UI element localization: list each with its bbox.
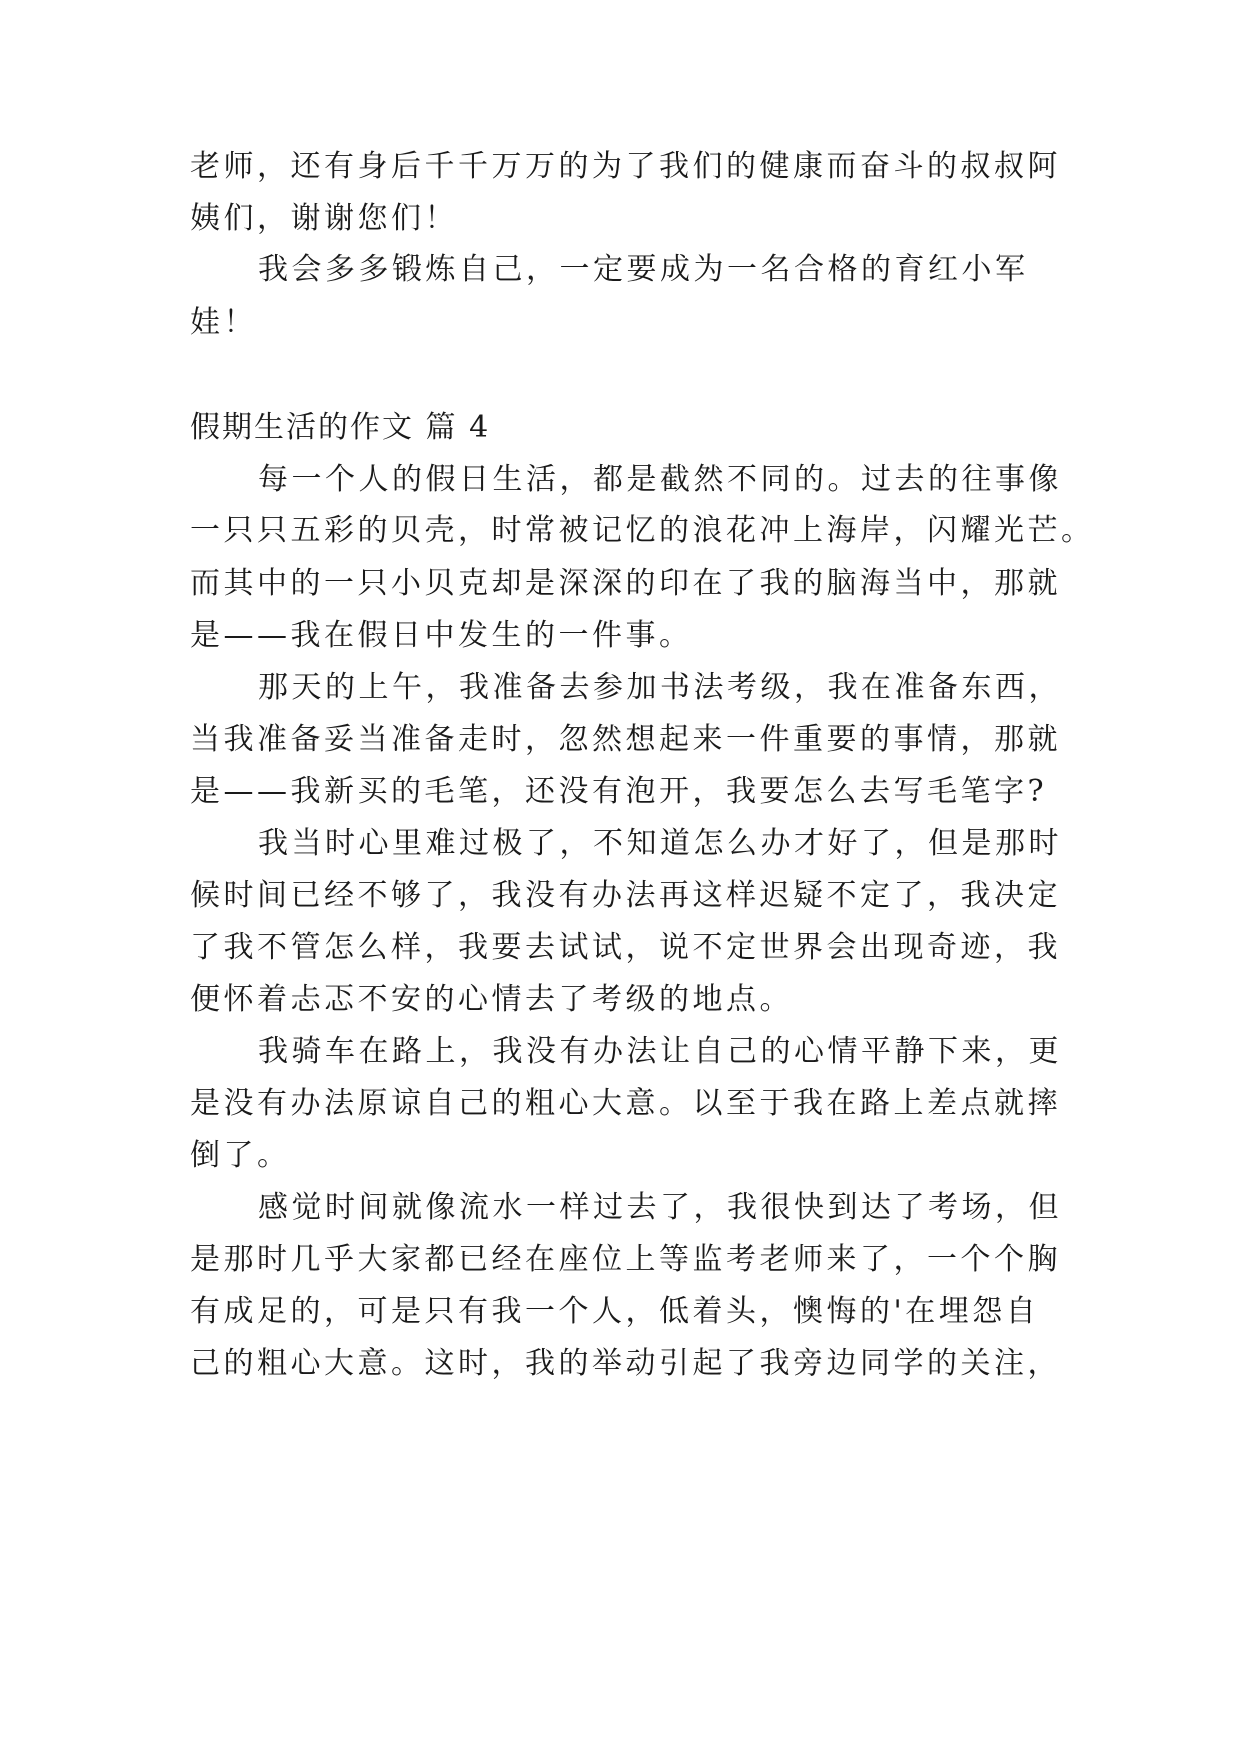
- text-line: 候时间已经不够了，我没有办法再这样迟疑不定了，我决定: [190, 878, 1061, 913]
- text-line: 是那时几乎大家都已经在座位上等监考老师来了，一个个胸: [190, 1242, 1061, 1277]
- text-line: 而其中的一只小贝克却是深深的印在了我的脑海当中，那就: [190, 566, 1061, 601]
- text-line: 倒了。: [190, 1138, 291, 1173]
- text-line: 有成足的，可是只有我一个人，低着头，懊悔的'在埋怨自: [190, 1294, 1040, 1329]
- paragraph-first-line: 我当时心里难过极了，不知道怎么办才好了，但是那时: [258, 826, 1062, 861]
- text-line: 己的粗心大意。这时，我的举动引起了我旁边同学的关注，: [190, 1346, 1061, 1381]
- text-line: 了我不管怎么样，我要去试试，说不定世界会出现奇迹，我: [190, 930, 1061, 965]
- text-line: 老师，还有身后千千万万的为了我们的健康而奋斗的叔叔阿: [190, 149, 1061, 184]
- text-line: 当我准备妥当准备走时，忽然想起来一件重要的事情，那就: [190, 722, 1061, 757]
- paragraph-first-line: 那天的上午，我准备去参加书法考级，我在准备东西，: [258, 670, 1062, 705]
- paragraph-first-line: 我会多多锻炼自己，一定要成为一名合格的育红小军: [258, 252, 1029, 287]
- text-line: 是——我新买的毛笔，还没有泡开，我要怎么去写毛笔字?: [190, 774, 1048, 809]
- text-line: 娃！: [190, 305, 257, 340]
- paragraph-first-line: 每一个人的假日生活，都是截然不同的。过去的往事像: [258, 462, 1062, 497]
- text-line: 姨们，谢谢您们！: [190, 201, 458, 236]
- paragraph-first-line: 我骑车在路上，我没有办法让自己的心情平静下来，更: [258, 1034, 1062, 1069]
- text-line: 是——我在假日中发生的一件事。: [190, 618, 693, 653]
- text-line: 便怀着忐忑不安的心情去了考级的地点。: [190, 982, 793, 1017]
- text-line: 是没有办法原谅自己的粗心大意。以至于我在路上差点就摔: [190, 1086, 1061, 1121]
- section-heading: 假期生活的作文 篇 4: [190, 410, 491, 445]
- text-line: 一只只五彩的贝壳，时常被记忆的浪花冲上海岸，闪耀光芒。: [190, 513, 1095, 548]
- paragraph-first-line: 感觉时间就像流水一样过去了，我很快到达了考场，但: [258, 1190, 1062, 1225]
